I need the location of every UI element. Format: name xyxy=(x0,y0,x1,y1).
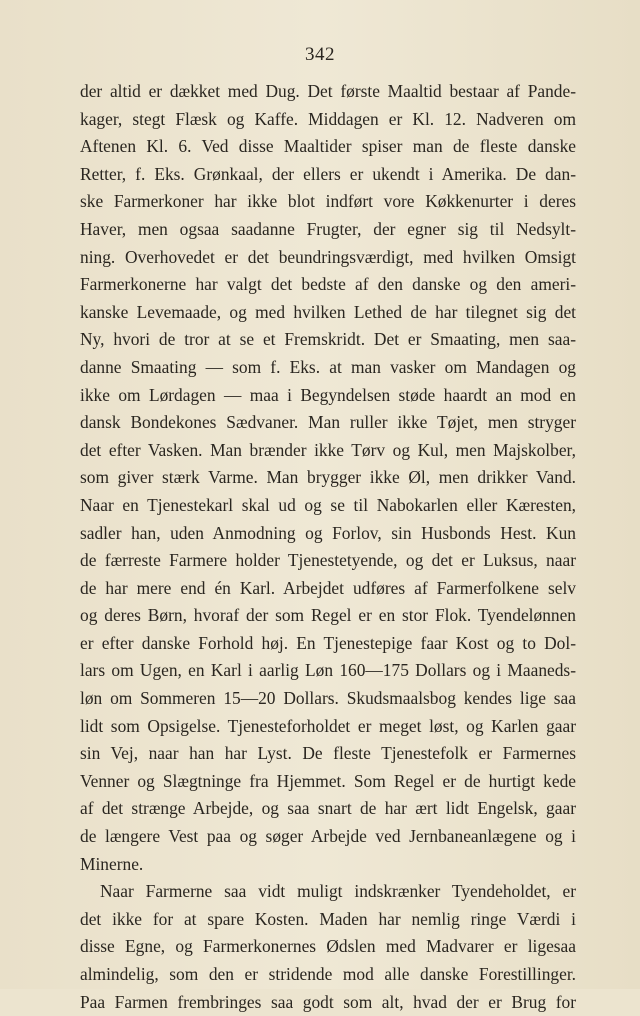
text-line: kager, stegt Flæsk og Kaffe. Middagen er Kl. 12. Nadveren om xyxy=(80,108,576,129)
text-line: sin Vej, naar han har Lyst. De fleste Tjenestefolk er Farmernes xyxy=(80,743,576,764)
text-line: ning. Overhovedet er det beundringsværdigt, med hvilken Omsigt xyxy=(80,246,576,267)
text-line: løn om Sommeren 15—20 Dollars. Skudsmaalsbog kendes lige saa xyxy=(80,688,576,709)
text-line: og deres Børn, hvoraf der som Regel er en stor Flok. Tyendelønnen xyxy=(80,605,576,626)
text-line: lars om Ugen, en Karl i aarlig Løn 160—175 Dollars og i Maaneds- xyxy=(80,660,576,681)
text-line: ske Farmerkoner har ikke blot indført vore Køkkenurter i deres xyxy=(80,191,576,212)
text-line: Naar en Tjenestekarl skal ud og se til Nabokarlen eller Kæresten, xyxy=(80,494,576,515)
text-line: som giver stærk Varme. Man brygger ikke Øl, men drikker Vand. xyxy=(80,467,576,488)
text-line: Aftenen Kl. 6. Ved disse Maaltider spiser man de fleste danske xyxy=(80,136,576,157)
text-line: almindelig, som den er stridende mod alle danske Forestillinger. xyxy=(80,964,576,984)
text-line: Retter, f. Eks. Grønkaal, der ellers er ukendt i Amerika. De dan- xyxy=(80,163,576,184)
text-line: Ny, hvori de tror at se et Fremskridt. Det er Smaating, men saa- xyxy=(80,329,576,350)
text-line: dansk Bondekones Sædvaner. Man ruller ikke Tøjet, men stryger xyxy=(80,412,576,433)
text-line: danne Smaating — som f. Eks. at man vasker om Mandagen og xyxy=(80,356,576,377)
text-line: sadler han, uden Anmodning og Forlov, sin Husbonds Hest. Kun xyxy=(80,522,576,543)
body-text xyxy=(80,78,576,1016)
text-line: Venner og Slægtninge fra Hjemmet. Som Regel er de hurtigt kede xyxy=(80,770,576,791)
text-line: er efter danske Forhold høj. En Tjenestepige faar Kost og to Dol- xyxy=(80,632,576,653)
text-line: det ikke for at spare Kosten. Maden har nemlig ringe Værdi i xyxy=(80,908,576,929)
page-number: 342 xyxy=(305,44,335,65)
paragraph-end-line: Minerne. xyxy=(80,853,144,874)
text-line: af det strænge Arbejde, og saa snart de har ært lidt Engelsk, gaar xyxy=(80,798,576,819)
text-line: Farmerkonerne har valgt det bedste af den danske og den ameri- xyxy=(80,274,576,295)
text-line: det efter Vasken. Man brænder ikke Tørv og Kul, men Majskolber, xyxy=(80,439,576,460)
text-line: ikke om Lørdagen — maa i Begyndelsen støde haardt an mod en xyxy=(80,384,576,405)
text-line: de længere Vest paa og søger Arbejde ved Jernbaneanlægene og i xyxy=(80,826,576,847)
text-line: kanske Levemaade, og med hvilken Lethed de har tilegnet sig det xyxy=(80,301,576,322)
text-line: Haver, men ogsaa saadanne Frugter, der egner sig til Nedsylt- xyxy=(80,218,576,239)
text-line: lidt som Opsigelse. Tjenesteforholdet er meget løst, og Karlen gaar xyxy=(80,715,576,736)
text-line: disse Egne, og Farmerkonernes Ødslen med Madvarer er ligesaa xyxy=(80,936,576,957)
paragraph-start-line: Naar Farmerne saa vidt muligt indskrænker Tyendeholdet, er xyxy=(100,881,576,902)
text-line: de færreste Farmere holder Tjenestetyende, og det er Luksus, naar xyxy=(80,550,576,571)
text-line: der altid er dækket med Dug. Det første Maaltid bestaar af Pande- xyxy=(80,81,576,101)
text-line: Paa Farmen frembringes saa godt som alt, hvad der er Brug for xyxy=(80,991,576,1012)
text-line: de har mere end én Karl. Arbejdet udføres af Farmerfolkene selv xyxy=(80,577,576,598)
